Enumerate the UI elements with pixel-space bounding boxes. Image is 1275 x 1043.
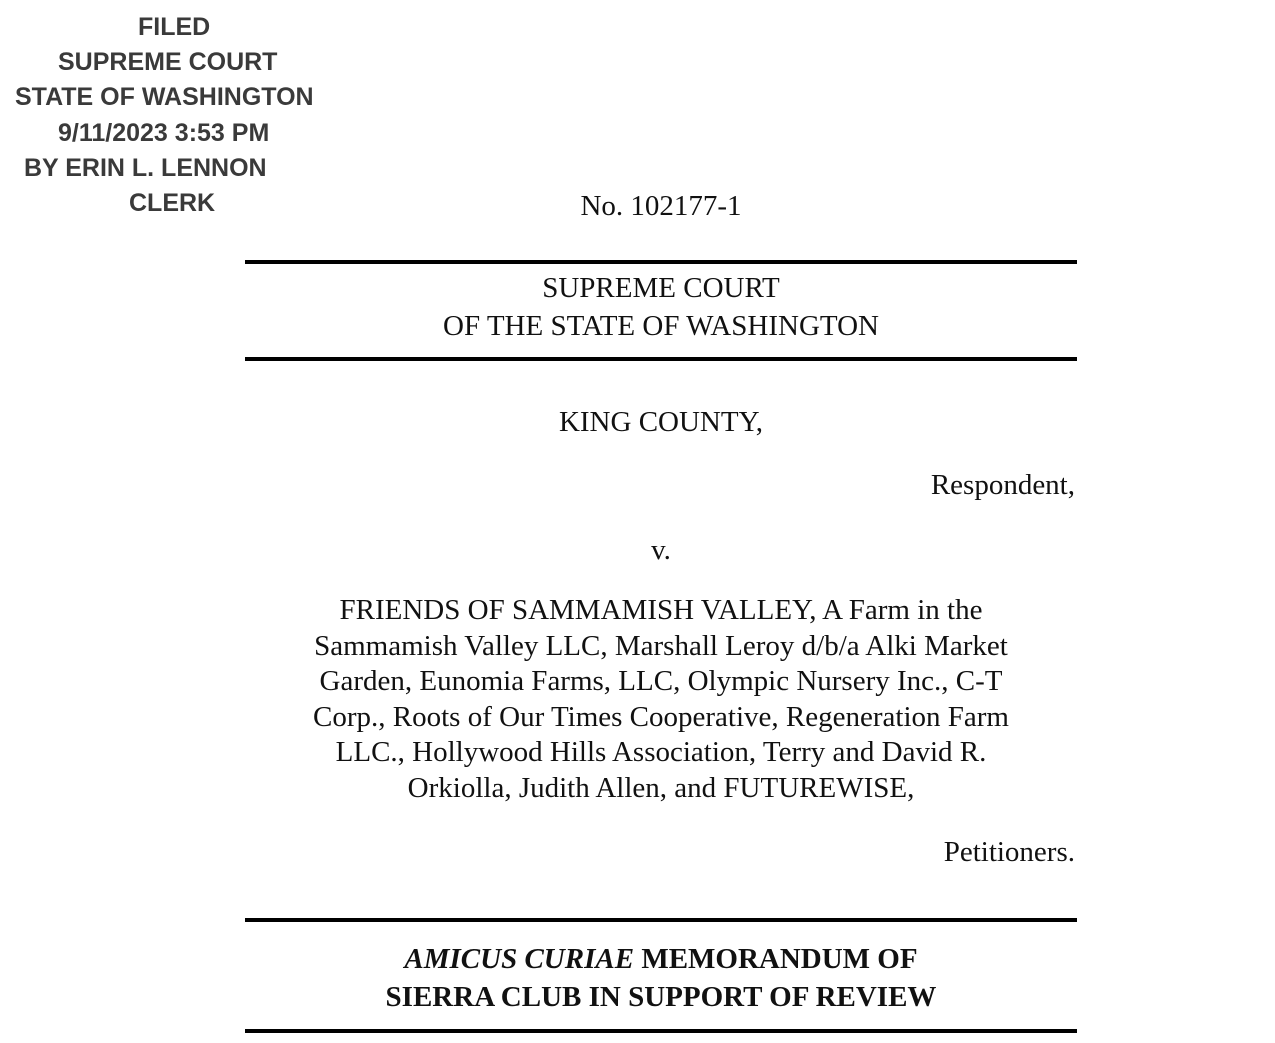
petitioners-line: LLC., Hollywood Hills Association, Terry and David R. bbox=[335, 736, 987, 768]
stamp-line-filed: FILED bbox=[138, 13, 211, 41]
bottom-rule-1 bbox=[245, 918, 1077, 922]
bottom-rule-2 bbox=[245, 1029, 1077, 1033]
respondent-role: Respondent, bbox=[930, 469, 1075, 501]
petitioners-line: Orkiolla, Judith Allen, and FUTUREWISE, bbox=[407, 771, 915, 804]
top-rule-2 bbox=[245, 357, 1077, 361]
stamp-line-court: SUPREME COURT bbox=[58, 48, 278, 77]
document-title-italic: AMICUS CURIAE bbox=[404, 943, 635, 975]
respondent-name: KING COUNTY, bbox=[558, 406, 764, 438]
stamp-line-clerk-name: BY ERIN L. LENNON bbox=[24, 153, 267, 182]
document-title-rest: MEMORANDUM OF bbox=[634, 943, 918, 975]
document-title-line-2: SIERRA CLUB IN SUPPORT OF REVIEW bbox=[385, 981, 937, 1013]
stamp-line-datetime: 9/11/2023 3:53 PM bbox=[58, 118, 270, 147]
versus: v. bbox=[651, 534, 671, 566]
petitioners-line: Corp., Roots of Our Times Cooperative, Regeneration Farm bbox=[313, 700, 1009, 733]
court-heading bbox=[245, 269, 1077, 345]
stamp-line-state: STATE OF WASHINGTON bbox=[15, 83, 314, 112]
stamp-line-clerk: CLERK bbox=[129, 189, 216, 218]
top-rule-1 bbox=[245, 260, 1077, 264]
petitioners-list bbox=[245, 593, 1077, 806]
court-line-1: SUPREME COURT bbox=[542, 272, 780, 304]
petitioners-line: Sammamish Valley LLC, Marshall Leroy d/b/a Alki Market bbox=[314, 629, 1008, 662]
petitioners-line: Garden, Eunomia Farms, LLC, Olympic Nursery Inc., C-T bbox=[319, 665, 1003, 697]
document-title bbox=[245, 940, 1077, 1016]
court-line-2: OF THE STATE OF WASHINGTON bbox=[443, 310, 879, 342]
document-title-line-1 bbox=[245, 940, 1077, 978]
petitioners-role: Petitioners. bbox=[943, 836, 1075, 868]
petitioners-line: FRIENDS OF SAMMAMISH VALLEY, A Farm in the bbox=[339, 594, 983, 626]
case-number: No. 102177-1 bbox=[580, 190, 742, 222]
